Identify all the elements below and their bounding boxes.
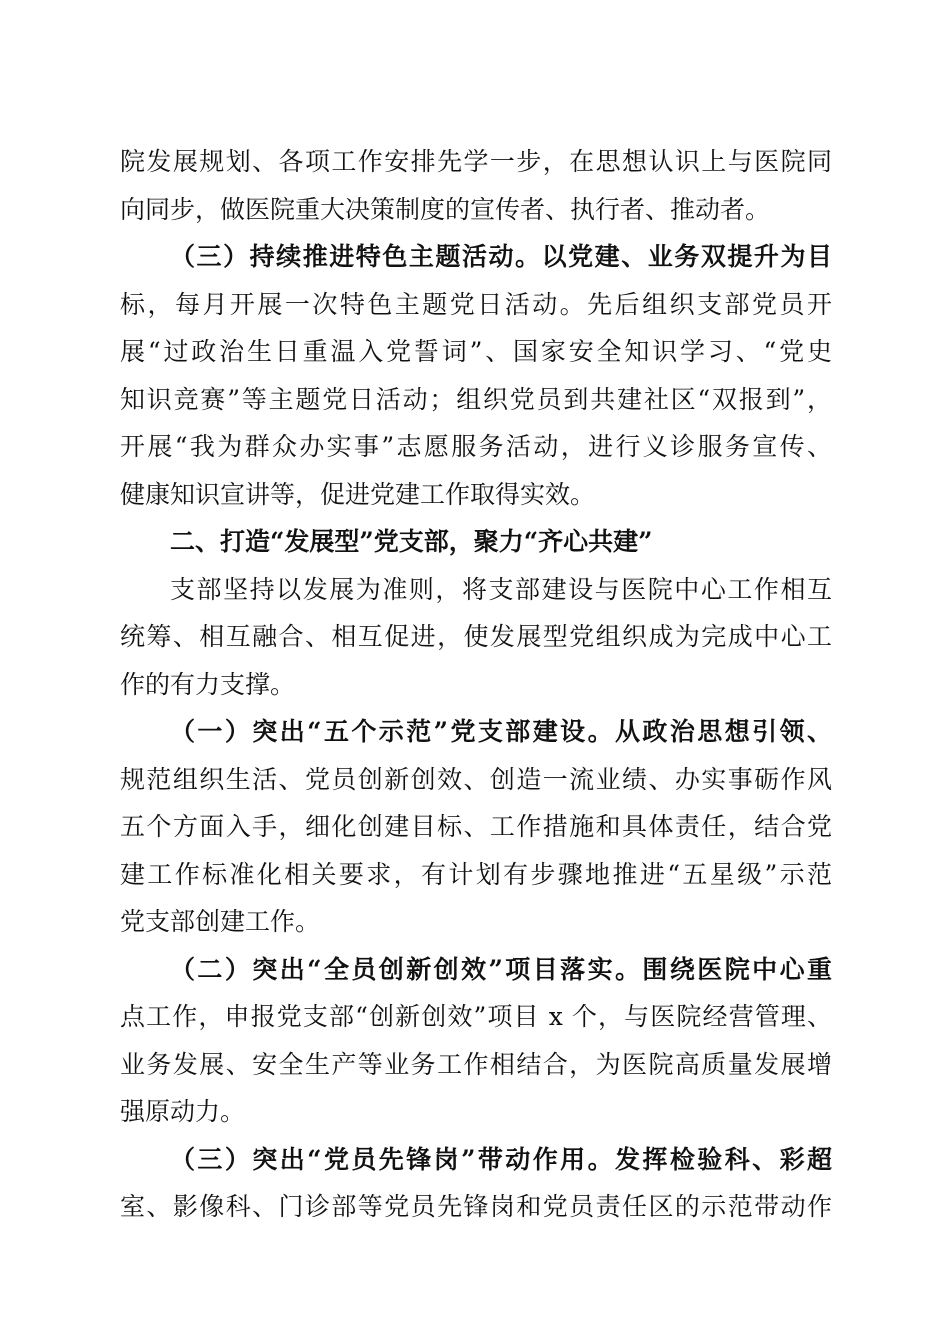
document-body <box>120 138 832 1231</box>
paragraph-line: 统筹、相互融合、相互促进，使发展型党组织成为完成中心工 <box>120 622 832 651</box>
paragraph-line: 室、影像科、门诊部等党员先锋岗和党员责任区的示范带动作 <box>120 1192 832 1221</box>
paragraph-line: 支部坚持以发展为准则，将支部建设与医院中心工作相互 <box>170 574 832 604</box>
subheading-line: （三）持续推进特色主题活动。以党建、业务双提升为目 <box>170 242 832 271</box>
paragraph-line: 向同步，做医院重大决策制度的宣传者、执行者、推动者。 <box>120 194 771 224</box>
paragraph-line: 知识竞赛”等主题党日活动；组织党员到共建社区“双报到”， <box>120 384 832 414</box>
paragraph-line: 标，每月开展一次特色主题党日活动。先后组织支部党员开 <box>120 289 832 319</box>
paragraph-line: 规范组织生活、党员创新创效、创造一流业绩、办实事砺作风 <box>120 764 832 794</box>
paragraph-line: 强原动力。 <box>120 1097 246 1126</box>
paragraph-line: 展“过政治生日重温入党誓词”、国家安全知识学习、“党史 <box>120 337 832 366</box>
subheading-line: （二）突出“全员创新创效”项目落实。围绕医院中心重 <box>170 954 832 984</box>
paragraph-line: 作的有力支撑。 <box>120 669 296 699</box>
subheading-line: （一）突出“五个示范”党支部建设。从政治思想引领、 <box>170 717 832 746</box>
paragraph-line: 五个方面入手，细化创建目标、工作措施和具体责任，结合党 <box>120 812 832 841</box>
paragraph-line: 业务发展、安全生产等业务工作相结合，为医院高质量发展增 <box>120 1049 832 1079</box>
paragraph-line: 开展“我为群众办实事”志愿服务活动，进行义诊服务宣传、 <box>120 432 832 461</box>
paragraph-line: 院发展规划、各项工作安排先学一步，在思想认识上与医院同 <box>120 147 832 176</box>
paragraph-line: 党支部创建工作。 <box>120 907 321 936</box>
paragraph-line: 建工作标准化相关要求，有计划有步骤地推进“五星级”示范 <box>120 859 832 889</box>
subheading-line: （三）突出“党员先锋岗”带动作用。发挥检验科、彩超 <box>170 1144 832 1174</box>
section-heading: 二、打造“发展型”党支部，聚力“齐心共建” <box>170 527 653 556</box>
paragraph-line: 点工作，申报党支部“创新创效”项目 x 个，与医院经营管理、 <box>120 1002 832 1031</box>
paragraph-line: 健康知识宣讲等，促进党建工作取得实效。 <box>120 479 596 509</box>
